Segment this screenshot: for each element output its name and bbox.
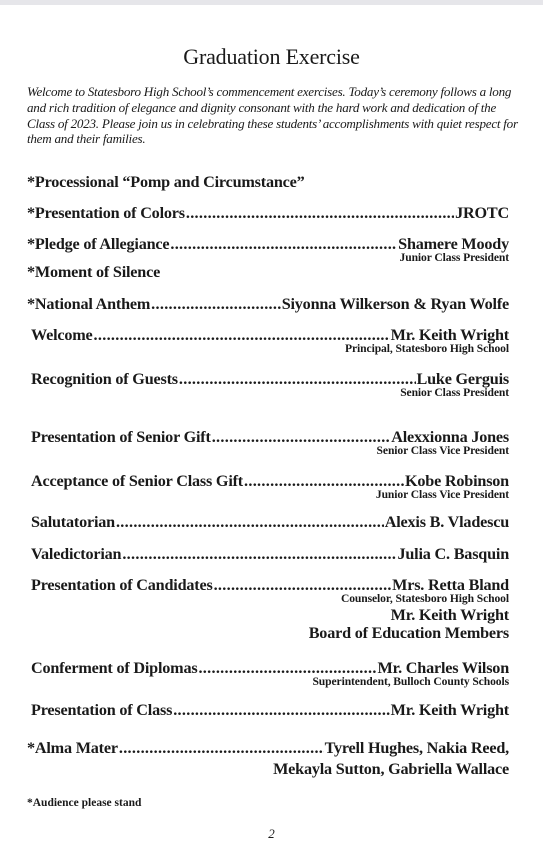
- program-item-name: Tyrell Hughes, Nakia Reed,: [324, 739, 509, 757]
- program-item-alma-mater: [27, 739, 509, 778]
- program-item-moment-of-silence: [27, 263, 509, 282]
- program-item-recognition-of-guests: [31, 370, 509, 400]
- program-item-name: JROTC: [455, 204, 509, 222]
- dot-leader: [212, 428, 391, 447]
- program-item-name: Kobe Robinson: [404, 472, 509, 490]
- program-item-label: Presentation of Senior Gift: [31, 428, 211, 446]
- program-item-welcome: [31, 326, 509, 356]
- program-item-label: Presentation of Candidates: [31, 576, 213, 594]
- program-item-label: Salutatorian: [31, 513, 115, 531]
- dot-leader: [179, 370, 416, 389]
- top-border: [0, 0, 543, 5]
- program-item-name: Julia C. Basquin: [397, 545, 509, 563]
- program-item-pledge-of-allegiance: [27, 235, 509, 265]
- dot-leader: [122, 545, 396, 564]
- program-item-name: Mr. Charles Wilson: [377, 659, 509, 677]
- welcome-paragraph: Welcome to Statesboro High School’s commencement exercises. Today’s ceremony follows a long and rich tradition of elegance and dignity consonant with the hard work and dedication of the Class of 2023. Please join us in celebrating these students’ accomplishments with quiet respect for them and their families.: [27, 84, 518, 147]
- program-item-label: *Alma Mater: [27, 739, 118, 757]
- program-item-presentation-of-candidates: [31, 576, 509, 642]
- program-item-label: *Pledge of Allegiance: [27, 235, 170, 253]
- page-number: 2: [268, 826, 275, 841]
- dot-leader: [116, 513, 384, 532]
- program-item-name: Mr. Keith Wright: [390, 701, 509, 719]
- program-item-presentation-of-senior-gift: [31, 428, 509, 458]
- program-item-label: Welcome: [31, 326, 93, 344]
- program-item-additional-name: Mekayla Sutton, Gabriella Wallace: [273, 760, 509, 778]
- program-item-label: *Processional “Pomp and Circumstance”: [27, 173, 305, 191]
- program-item-label: Presentation of Class: [31, 701, 173, 719]
- program-item-role: Senior Class Vice President: [376, 444, 509, 457]
- program-item-role: Junior Class Vice President: [375, 488, 509, 501]
- program-item-name: Siyonna Wilkerson & Ryan Wolfe: [281, 295, 509, 313]
- program-item-name: Mr. Keith Wright: [390, 326, 509, 344]
- program-item-presentation-of-class: [31, 701, 509, 720]
- program-item-role: Principal, Statesboro High School: [345, 342, 509, 355]
- program-item-additional-name: Mr. Keith Wright: [390, 605, 509, 624]
- dot-leader: [170, 235, 397, 254]
- footnote: *Audience please stand: [27, 797, 142, 809]
- program-item-name: Alexis B. Vladescu: [384, 513, 509, 531]
- program-item-name: Shamere Moody: [398, 235, 509, 253]
- dot-leader: [151, 295, 281, 314]
- dot-leader: [173, 701, 389, 720]
- program-item-label: Conferment of Diplomas: [31, 659, 198, 677]
- program-item-role: Senior Class President: [400, 386, 509, 399]
- page-title: Graduation Exercise: [183, 44, 360, 69]
- program-item-role: Junior Class President: [399, 251, 509, 264]
- program-item-role: Counselor, Statesboro High School: [340, 592, 509, 605]
- program-item-label: Recognition of Guests: [31, 370, 178, 388]
- program-item-valedictorian: [31, 545, 509, 564]
- program-item-role: Superintendent, Bulloch County Schools: [312, 675, 509, 688]
- program-item-acceptance-of-senior-class-gift: [31, 472, 509, 502]
- program-item-national-anthem: [27, 295, 509, 314]
- program-item-label: Valedictorian: [31, 545, 122, 563]
- program-item-presentation-of-colors: [27, 204, 509, 223]
- program-item-salutatorian: [31, 513, 509, 532]
- program-item-name: Alexxionna Jones: [391, 428, 509, 446]
- program-item-label: *Moment of Silence: [27, 263, 161, 281]
- dot-leader: [119, 739, 324, 758]
- program-item-name: Luke Gerguis: [416, 370, 509, 388]
- dot-leader: [186, 204, 454, 223]
- program-item-name: Mrs. Retta Bland: [392, 576, 509, 594]
- program-item-label: Acceptance of Senior Class Gift: [31, 472, 243, 490]
- program-item-processional: [27, 173, 509, 192]
- program-item-label: *National Anthem: [27, 295, 151, 313]
- program-item-additional-name: Board of Education Members: [308, 623, 509, 642]
- program-item-conferment-of-diplomas: [31, 659, 509, 689]
- program-item-label: *Presentation of Colors: [27, 204, 185, 222]
